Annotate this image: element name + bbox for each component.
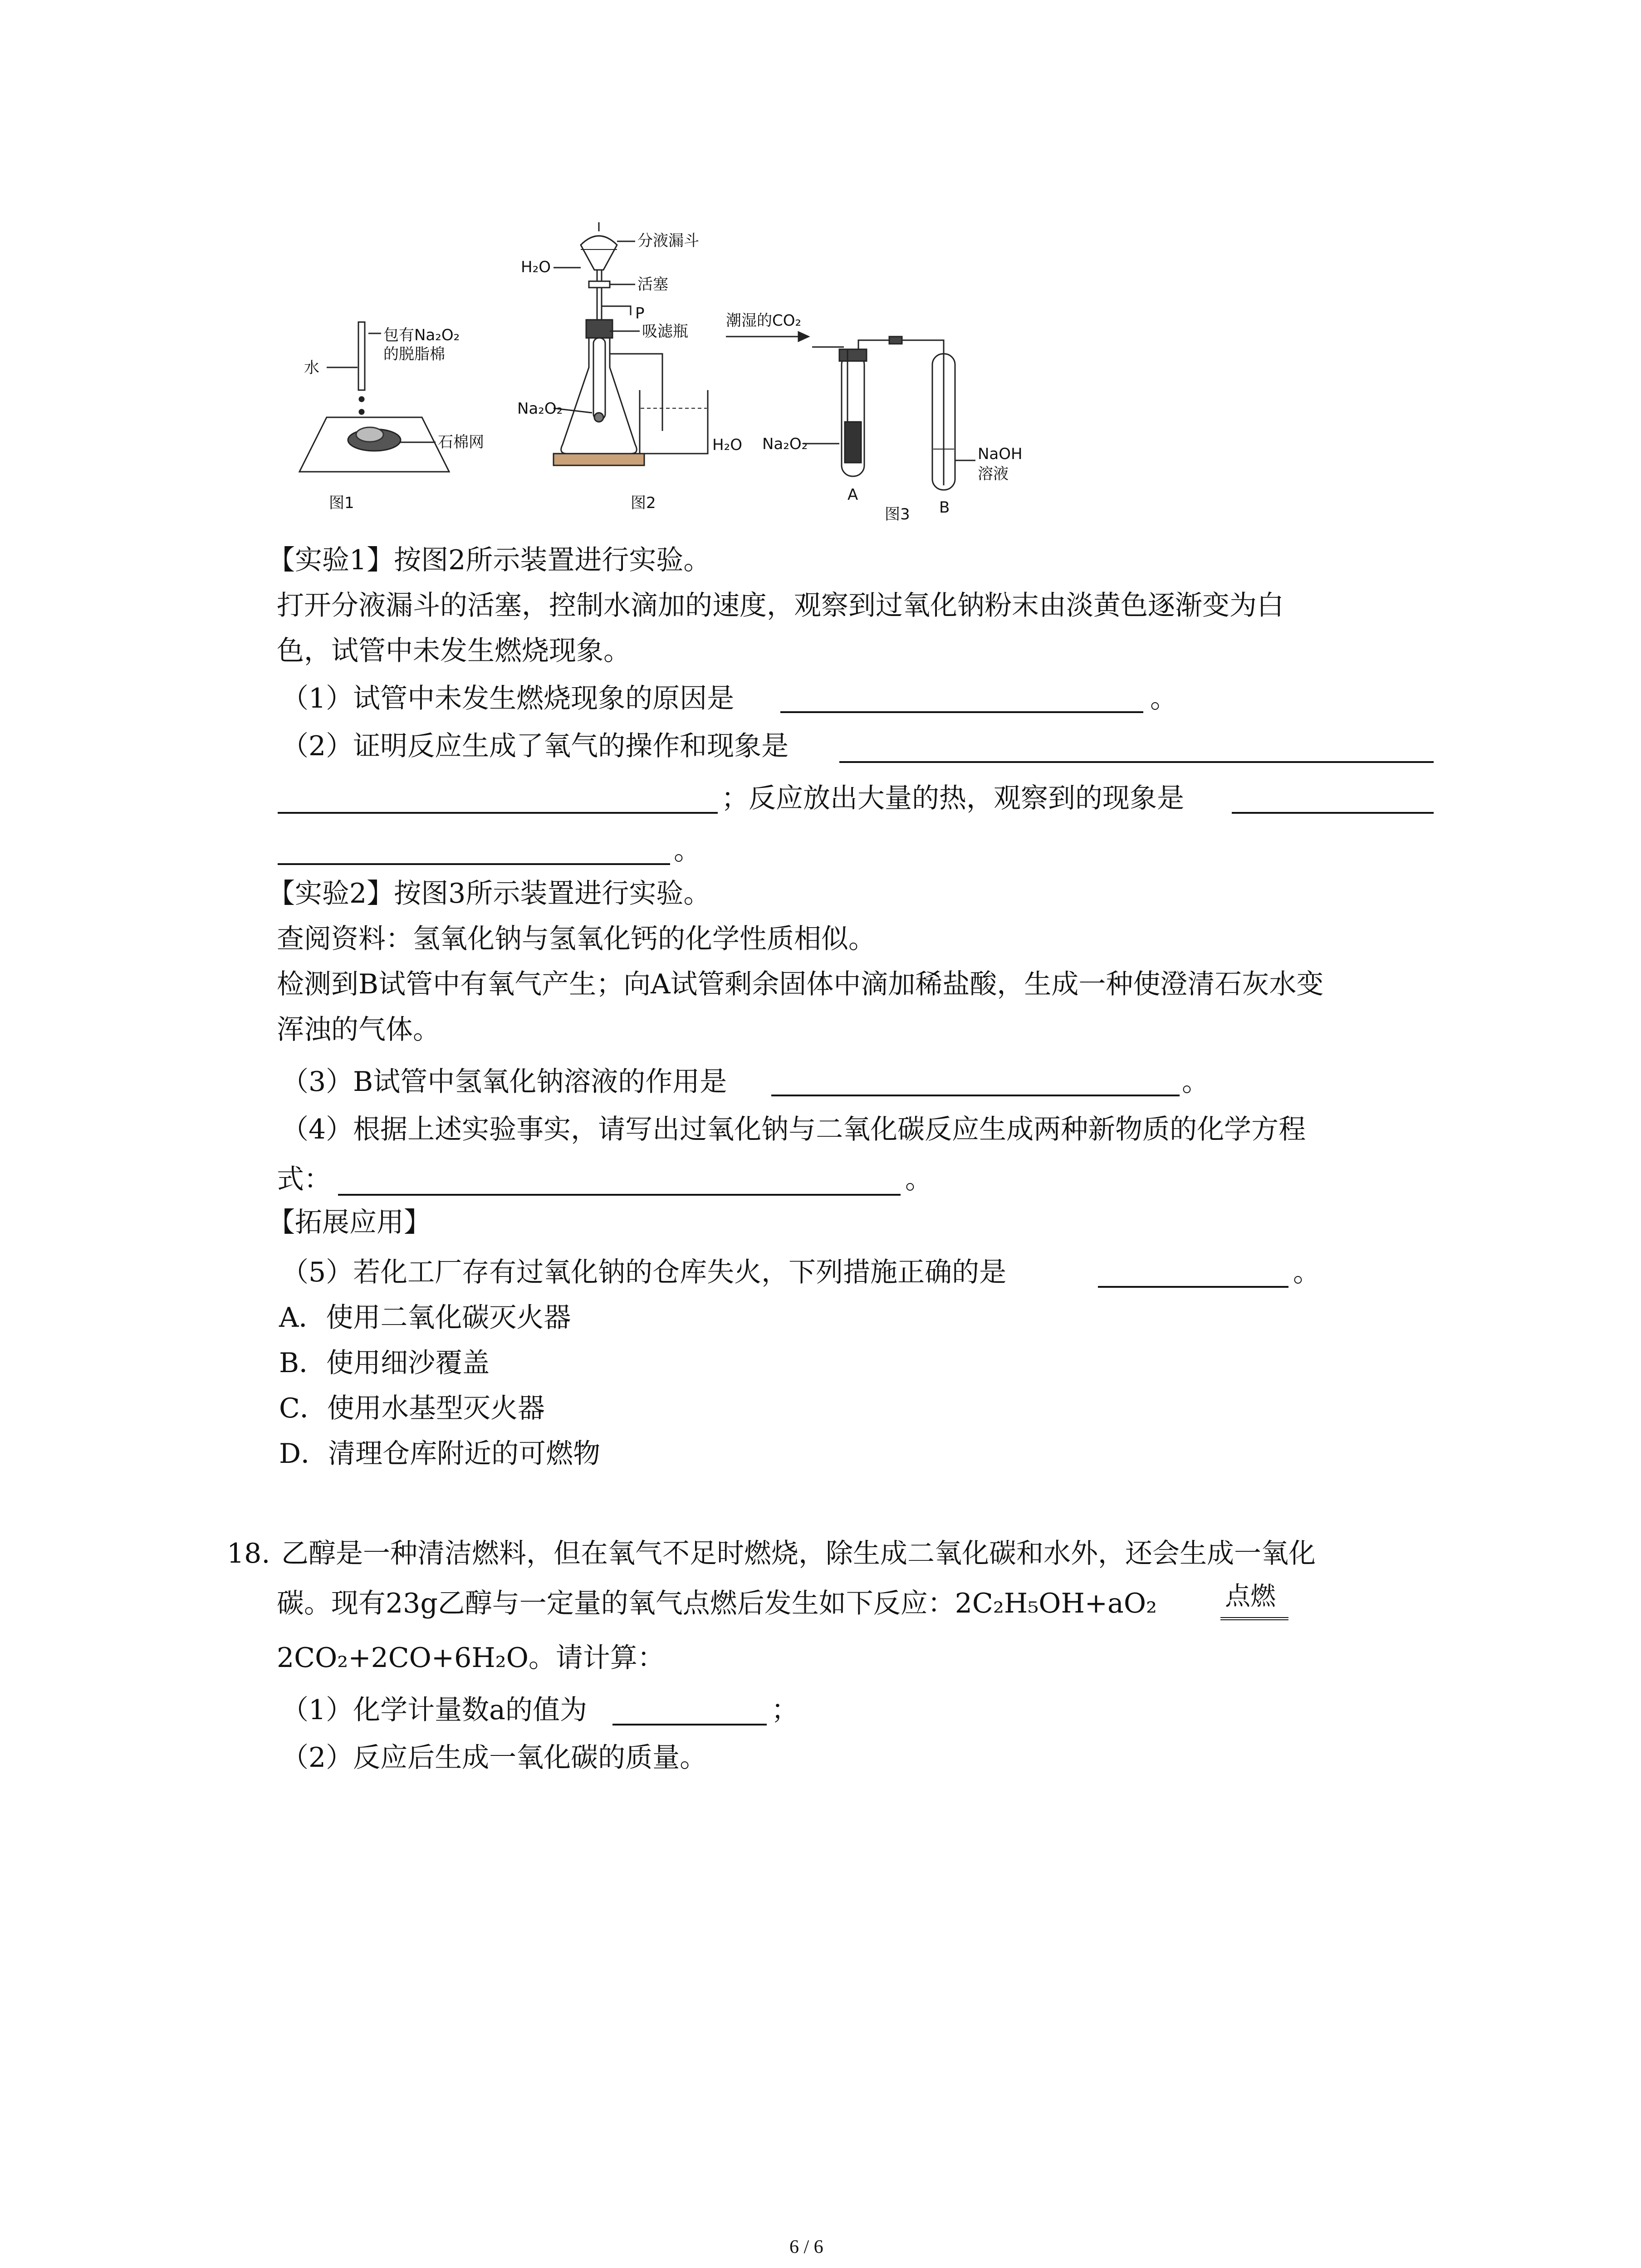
dropper-shape	[358, 322, 365, 390]
reaction-condition: 点燃	[1225, 1582, 1276, 1611]
exp2-detect-2: 浑浊的气体。	[277, 1014, 440, 1046]
q1-answer-blank[interactable]	[780, 711, 1143, 713]
cotton-top-shape	[356, 427, 383, 442]
q18-answer-blank[interactable]	[612, 1724, 767, 1725]
q18-number: 18.	[227, 1538, 270, 1569]
page-number: 6 / 6	[789, 2237, 823, 2258]
separatory-funnel-shape	[581, 236, 617, 270]
fig2-h2o-beaker-label: H₂O	[712, 436, 742, 454]
fig2-stopcock-label: 活塞	[637, 275, 668, 293]
wooden-base-shape	[554, 454, 644, 465]
fig1-cotton-label-2: 的脱脂棉	[383, 345, 445, 363]
fig2-caption: 图2	[631, 494, 656, 512]
water-drop-2	[359, 410, 364, 414]
suction-flask-shape	[561, 327, 637, 454]
figure-2	[517, 222, 742, 512]
q18-line-2: 碳。现有23g乙醇与一定量的氧气点燃后发生如下反应：2C₂H₅OH+aO₂	[277, 1588, 1157, 1619]
fig3-gas-label: 潮湿的CO₂	[726, 312, 802, 330]
q2-answer-blank-4[interactable]	[278, 863, 670, 865]
q18-line-1: 乙醇是一种清洁燃料，但在氧气不足时燃烧，除生成二氧化碳和水外，还会生成一氧化	[281, 1538, 1316, 1569]
stopcock-shape	[589, 281, 610, 288]
fig2-p-label: P	[635, 304, 645, 323]
q3-text: （3）B试管中氢氧化钠溶液的作用是	[281, 1066, 727, 1098]
option-a: A．使用二氧化碳灭火器	[279, 1302, 571, 1334]
q18-sub-2: （2）反应后生成一氧化碳的质量。	[281, 1742, 707, 1774]
stopper-a-shape	[839, 349, 867, 361]
q4-end: 。	[905, 1163, 932, 1195]
q1-end: 。	[1150, 683, 1177, 714]
q2-text: （2）证明反应生成了氧气的操作和现象是	[281, 730, 789, 762]
fig2-na2o2-label: Na₂O₂	[517, 400, 563, 418]
fig3-b-label: B	[939, 499, 950, 517]
fig1-water-label: 水	[304, 359, 319, 377]
exp2-detect-1: 检测到B试管中有氧气产生；向A试管剩余固体中滴加稀盐酸，生成一种使澄清石灰水变	[277, 968, 1324, 1000]
fig2-flask-label: 吸滤瓶	[642, 323, 688, 341]
fig2-h2o-top-label: H₂O	[521, 258, 551, 276]
fig1-caption: 图1	[329, 494, 354, 512]
beaker-shape	[640, 390, 708, 454]
fig1-net-label: 石棉网	[438, 433, 484, 451]
rubber-stopper-shape	[586, 320, 612, 338]
q2-answer-blank-3[interactable]	[1232, 812, 1434, 814]
fig3-naoh-label-1: NaOH	[978, 445, 1023, 463]
q2-mid: ；反应放出大量的热，观察到的现象是	[721, 782, 1184, 814]
fig1-cotton-label-1: 包有Na₂O₂	[383, 326, 460, 344]
side-tube-p	[602, 306, 631, 315]
inner-test-tube-shape	[593, 338, 605, 420]
option-b: B．使用细沙覆盖	[279, 1347, 490, 1379]
exp2-heading: 【实验2】按图3所示装置进行实验。	[268, 878, 711, 909]
q18-line-3: 2CO₂+2CO+6H₂O。请计算：	[277, 1642, 665, 1674]
q3-end: 。	[1182, 1066, 1209, 1098]
fig2-funnel-label: 分液漏斗	[637, 232, 699, 250]
na2o2-solid-shape	[845, 422, 861, 463]
connector-tube-shape	[858, 340, 944, 485]
exp1-desc-2: 色，试管中未发生燃烧现象。	[277, 635, 631, 667]
ext-heading: 【拓展应用】	[268, 1207, 431, 1238]
q2-end: 。	[674, 835, 701, 866]
fig3-na2o2-label: Na₂O₂	[762, 435, 808, 453]
q18-sub-1-end: ；	[771, 1694, 798, 1726]
q4-text-1: （4）根据上述实验事实，请写出过氧化钠与二氧化碳反应生成两种新物质的化学方程	[281, 1114, 1306, 1145]
exp2-ref: 查阅资料：氢氧化钠与氢氧化钙的化学性质相似。	[277, 923, 876, 955]
q4-text-2: 式：	[277, 1163, 331, 1195]
gas-arrowhead	[798, 332, 808, 341]
na2o2-powder-shape	[594, 413, 603, 422]
exp1-heading: 【实验1】按图2所示装置进行实验。	[268, 544, 711, 576]
q5-text: （5）若化工厂存有过氧化钠的仓库失火，下列措施正确的是	[281, 1256, 1007, 1288]
connector-rubber	[889, 337, 902, 344]
q1-text: （1）试管中未发生燃烧现象的原因是	[281, 683, 735, 714]
q5-answer-blank[interactable]	[1098, 1286, 1288, 1288]
fig3-naoh-label-2: 溶液	[978, 465, 1009, 483]
fig3-caption: 图3	[885, 505, 910, 523]
option-d: D．清理仓库附近的可燃物	[279, 1438, 601, 1470]
option-c: C．使用水基型灭火器	[279, 1393, 545, 1424]
fig3-a-label: A	[847, 486, 858, 504]
figure-3	[726, 312, 1023, 523]
q5-end: 。	[1293, 1256, 1320, 1288]
experiment-figures	[272, 218, 1043, 544]
q4-answer-blank[interactable]	[338, 1194, 901, 1196]
q3-answer-blank[interactable]	[771, 1095, 1180, 1096]
apparatus-diagram	[272, 218, 1043, 544]
q2-answer-blank-2[interactable]	[278, 812, 718, 814]
q2-answer-blank-1[interactable]	[839, 761, 1434, 763]
figure-1	[299, 322, 484, 512]
exp1-desc-1: 打开分液漏斗的活塞，控制水滴加的速度，观察到过氧化钠粉末由淡黄色逐渐变为白	[277, 590, 1284, 621]
q18-sub-1: （1）化学计量数a的值为	[281, 1694, 587, 1726]
equation-double-line	[1220, 1617, 1288, 1620]
water-drop-1	[359, 397, 364, 401]
